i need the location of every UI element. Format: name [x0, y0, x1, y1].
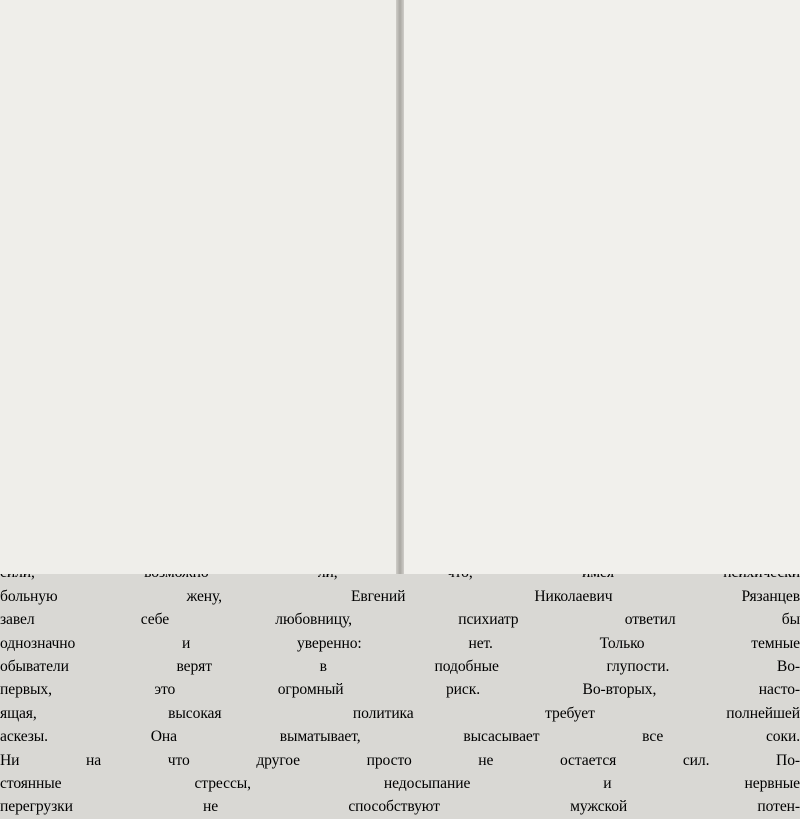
- right-paragraph-1: [0, 561, 800, 818]
- text-line: ящая, высокая политика требует полнейшей: [0, 704, 800, 722]
- text-line: больную жену, Евгений Николаевич Рязанцев: [0, 587, 800, 605]
- right-page: [402, 0, 800, 574]
- text-line: завел себе любовницу, психиатр ответил бы: [0, 611, 800, 629]
- text-line: стоянные стрессы, недосыпание и нервные: [0, 774, 800, 792]
- text-line: перегрузки не способствуют мужской потен-: [0, 798, 800, 816]
- text-line: однозначно и уверенно: нет. Только темные: [0, 634, 800, 652]
- text-line: Ни на что другое просто не остается сил. По-: [0, 751, 800, 769]
- left-page: [0, 0, 398, 574]
- text-line: аскезы. Она выматывает, высасывает все соки.: [0, 728, 800, 746]
- text-line: первых, это огромный риск. Во-вторых, насто-: [0, 681, 800, 699]
- book-gutter: [396, 0, 404, 574]
- text-line: обыватели верят в подобные глупости. Во-: [0, 657, 800, 675]
